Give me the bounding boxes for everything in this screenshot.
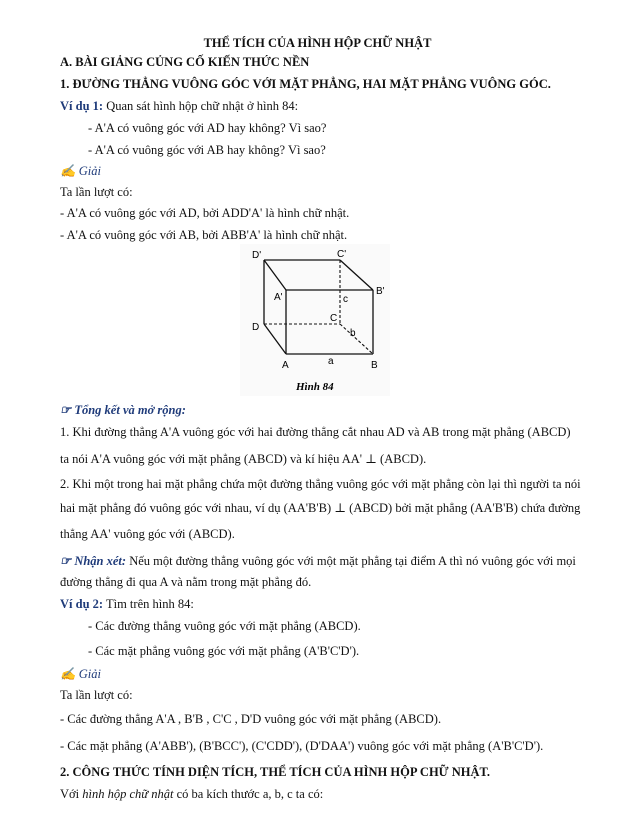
last-line-italic: hình hộp chữ nhật: [82, 787, 174, 801]
solution-label: ✍ Giải: [60, 164, 101, 178]
label-a: A: [282, 360, 289, 371]
figure-84: [240, 244, 390, 396]
summary-paragraph-2-line-1: 2. Khi một trong hai mặt phẳng chứa một đường thẳng vuông góc với mặt phẳng còn lại thì người ta nói: [60, 477, 581, 491]
example-1-label: Ví dụ 1:: [60, 99, 104, 113]
label-d: D: [252, 322, 260, 333]
remark-text-line-2: đường thẳng đi qua A và nằm trong mặt phẳng đó.: [60, 575, 312, 589]
label-b-length: b: [350, 328, 356, 339]
solution-2-label: ✍ Giải: [60, 667, 101, 681]
last-line-suffix: có ba kích thước a, b, c ta có:: [173, 787, 324, 801]
summary-paragraph-2-line-3: thẳng AA' vuông góc với (ABCD).: [60, 527, 235, 541]
label-c-length: c: [343, 294, 348, 305]
figure-background: [240, 244, 390, 396]
page-title: THỂ TÍCH CỦA HÌNH HỘP CHỮ NHẬT: [203, 36, 432, 50]
example-1-question-1: - A'A có vuông góc với AD hay không? Vì sao?: [88, 121, 327, 135]
we-have-text-2: Ta lần lượt có:: [60, 688, 133, 702]
summary-paragraph-1-line-1: 1. Khi đường thẳng A'A vuông góc với hai đường thẳng cắt nhau AD và AB trong mặt phẳng (ABCD): [60, 425, 571, 439]
remark-label: ☞ Nhận xét:: [60, 554, 127, 568]
example-2-question-1: - Các đường thẳng vuông góc với mặt phẳng (ABCD).: [88, 619, 361, 633]
summary-label: ☞ Tổng kết và mở rộng:: [60, 403, 186, 417]
answer-4: - Các mặt phẳng (A'ABB'), (B'BCC'), (C'CDD'), (D'DAA') vuông góc với mặt phẳng (A'B'C'D').: [60, 739, 544, 753]
answer-2: - A'A có vuông góc với AB, bởi ABB'A' là hình chữ nhật.: [60, 228, 348, 242]
label-a1: A': [274, 292, 283, 303]
remark: [60, 553, 576, 569]
example-1-question-2: - A'A có vuông góc với AB hay không? Vì sao?: [88, 143, 326, 157]
example-2-question-2: - Các mặt phẳng vuông góc với mặt phẳng (A'B'C'D').: [88, 644, 360, 658]
example-1: [60, 98, 298, 114]
last-line: [60, 786, 323, 802]
summary-paragraph-2-line-2: hai mặt phẳng đó vuông góc với nhau, ví dụ (AA'B'B) ⊥ (ABCD) bởi mặt phẳng (AA'B'B) chứa đường: [60, 501, 581, 515]
label-d1: D': [252, 250, 262, 261]
label-c1: C': [337, 249, 347, 260]
example-2-text: Tìm trên hình 84:: [103, 597, 194, 611]
label-c: C: [330, 313, 338, 324]
label-a-length: a: [328, 356, 334, 367]
example-1-text: Quan sát hình hộp chữ nhật ở hình 84:: [103, 99, 299, 113]
last-line-prefix: Với: [60, 787, 83, 801]
section-1-heading: 1. ĐƯỜNG THẲNG VUÔNG GÓC VỚI MẶT PHẲNG, HAI MẶT PHẲNG VUÔNG GÓC.: [60, 77, 551, 91]
example-2: [60, 596, 194, 612]
answer-1: - A'A có vuông góc với AD, bởi ADD'A' là hình chữ nhật.: [60, 206, 350, 220]
we-have-text: Ta lần lượt có:: [60, 185, 133, 199]
answer-3: - Các đường thẳng A'A , B'B , C'C , D'D vuông góc với mặt phẳng (ABCD).: [60, 712, 442, 726]
section-2-heading: 2. CÔNG THỨC TÍNH DIỆN TÍCH, THỂ TÍCH CỦA HÌNH HỘP CHỮ NHẬT.: [60, 765, 491, 779]
label-b: B: [371, 360, 378, 371]
section-a-heading: A. BÀI GIẢNG CỦNG CỐ KIẾN THỨC NỀN: [60, 55, 310, 69]
figure-caption: Hình 84: [296, 381, 334, 393]
remark-text: Nếu một đường thẳng vuông góc với một mặt phẳng tại điểm A thì nó vuông góc với mọi: [126, 554, 576, 568]
summary-paragraph-1-line-2: ta nói A'A vuông góc với mặt phẳng (ABCD) và kí hiệu AA' ⊥ (ABCD).: [60, 452, 427, 466]
example-2-label: Ví dụ 2:: [60, 597, 104, 611]
label-b1: B': [376, 286, 385, 297]
cuboid-diagram: [240, 244, 390, 396]
